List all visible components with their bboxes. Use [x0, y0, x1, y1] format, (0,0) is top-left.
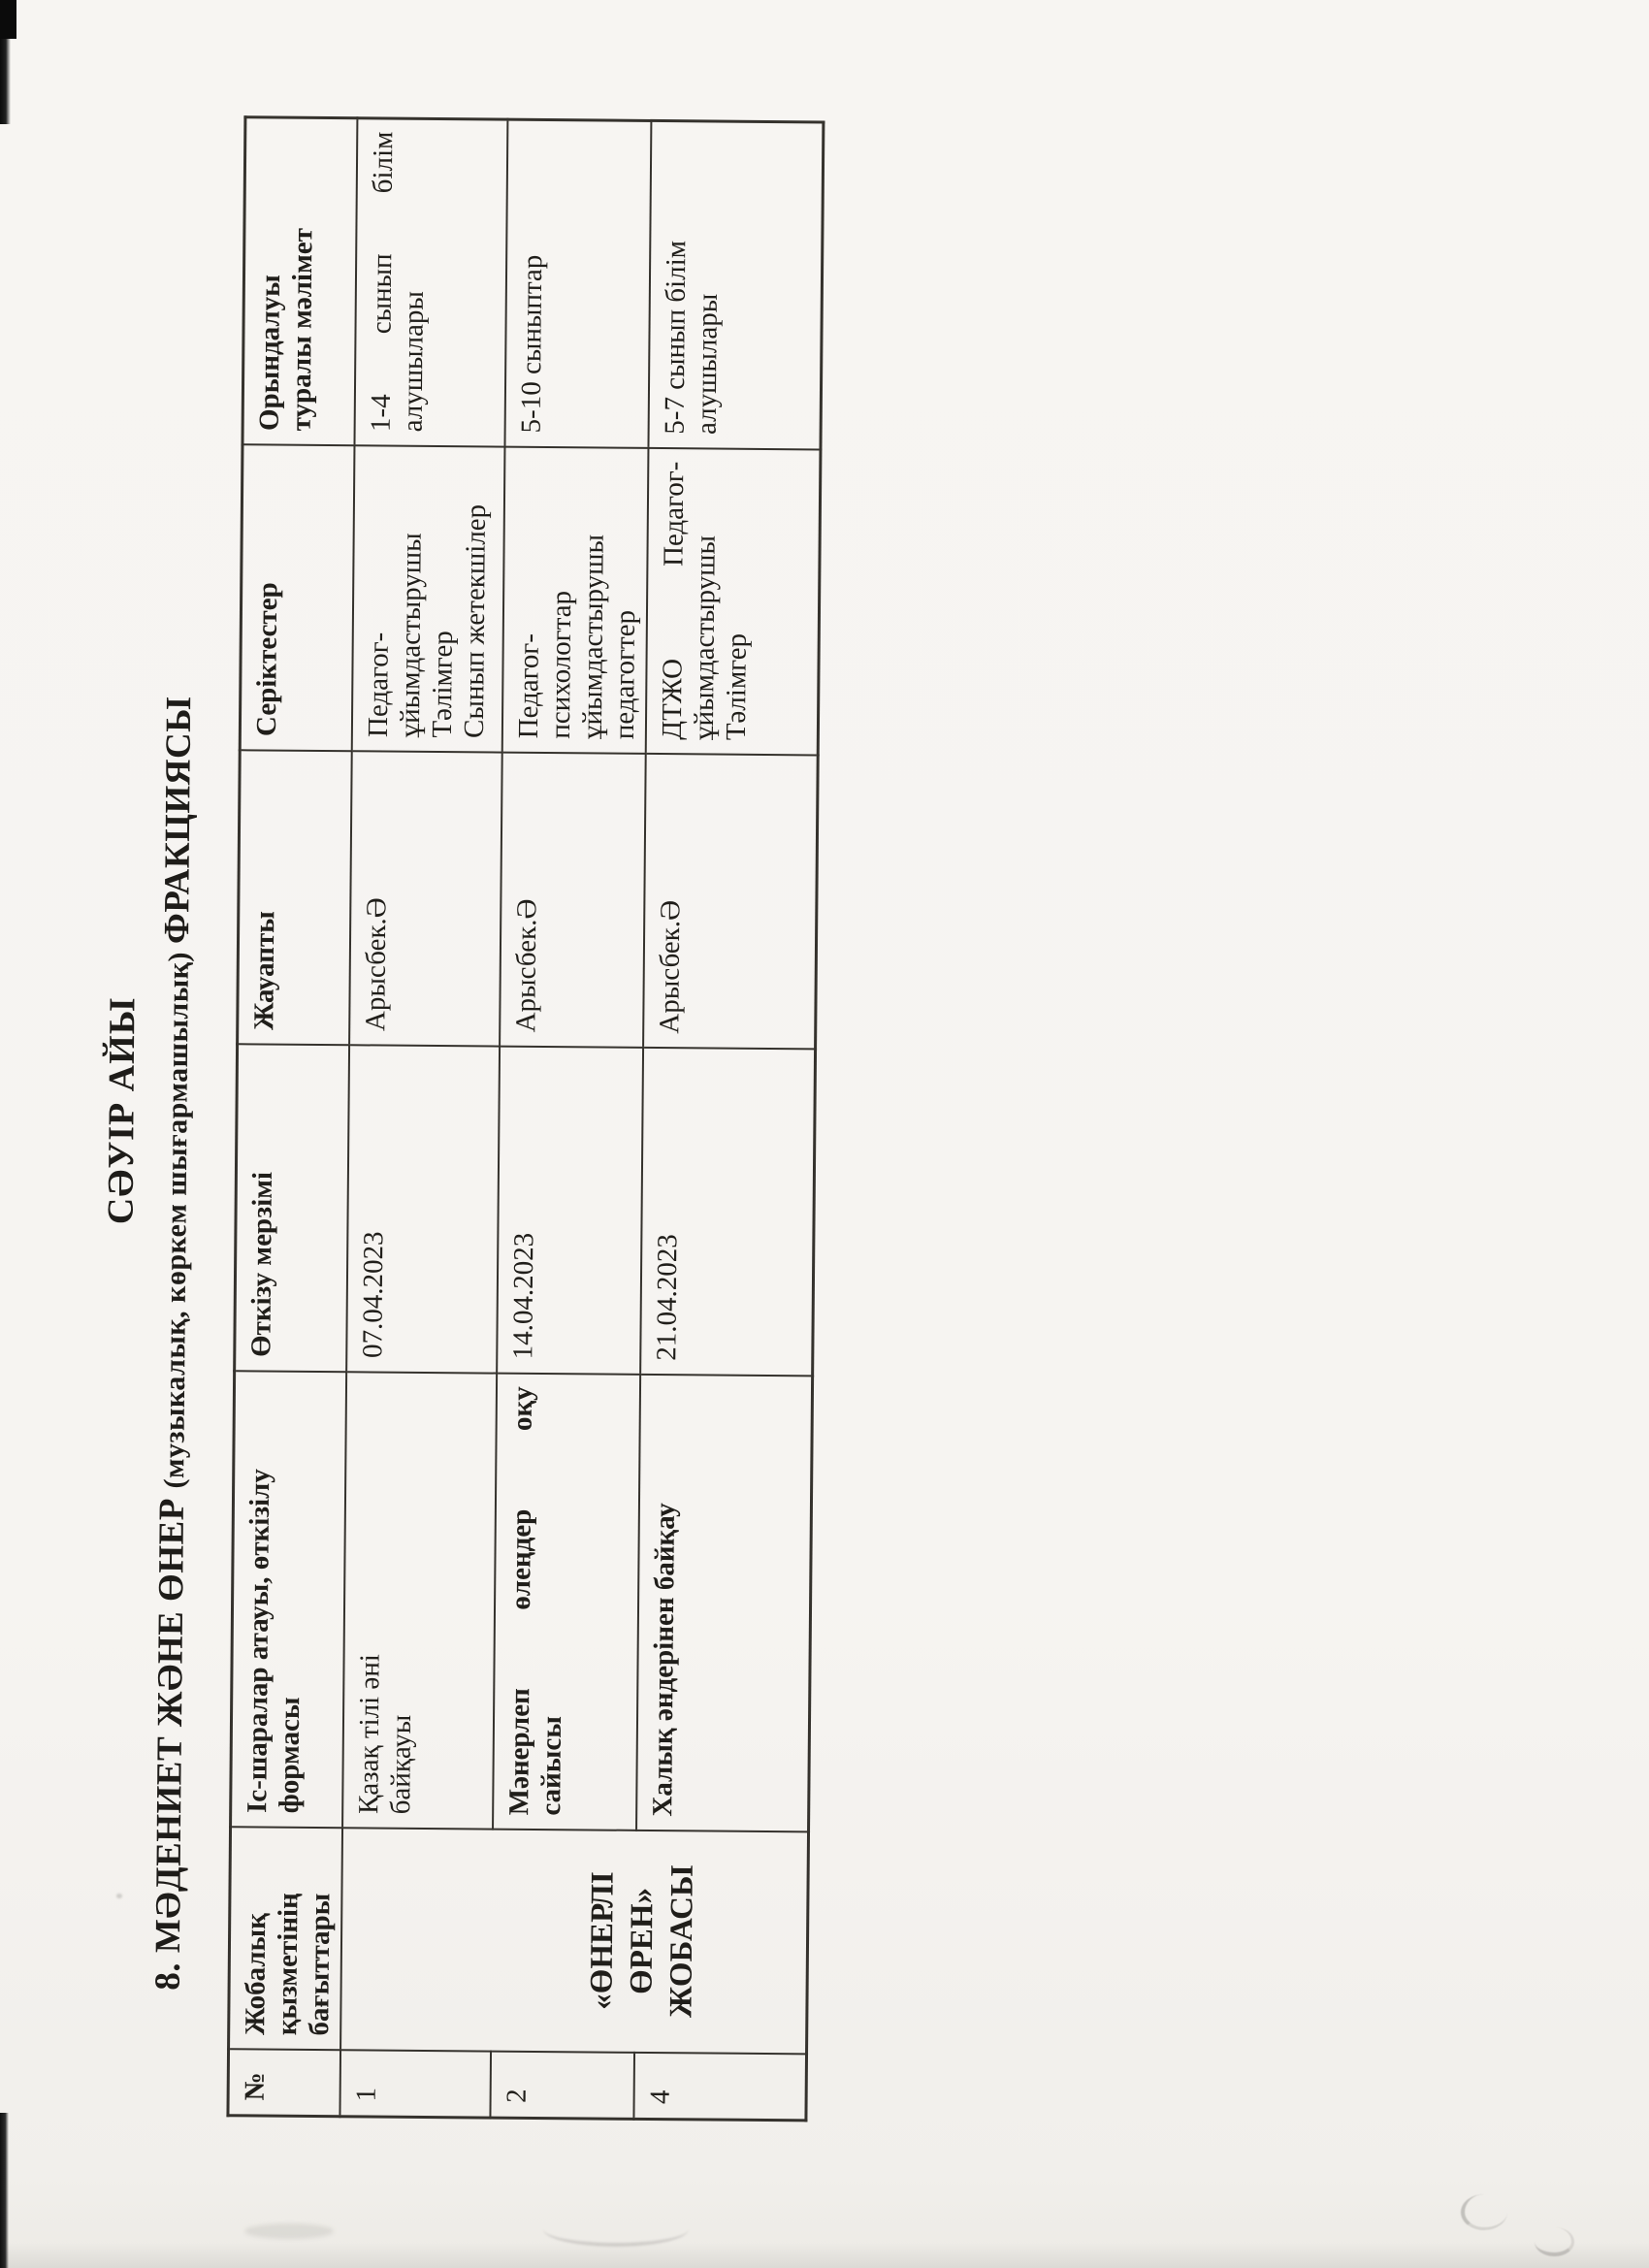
row-2-partners: Педагог- психологтар ұйымдастырушы педагогтер [502, 447, 649, 754]
row-2-num: 2 [490, 2052, 634, 2119]
table-header-row [228, 117, 357, 2117]
project-merged-cell [340, 1829, 808, 2055]
header-result: Орындалуы туралы мәлімет [242, 117, 357, 446]
scan-bottom-shadow [0, 2243, 1649, 2268]
row-1-result: 1-4 сынып білім алушылары [354, 118, 507, 447]
scan-smudge [543, 2212, 689, 2247]
project-name: «ӨНЕРЛІ ӨРЕН» ЖОБАСЫ [584, 1864, 700, 2019]
row-1-date: 07.04.2023 [346, 1046, 500, 1374]
row-2-date: 14.04.2023 [497, 1047, 643, 1375]
title-section-paren: (музыкалық, көркем шығармашылық) [158, 943, 195, 1489]
title-section-main: 8. МӘДЕНИЕТ ЖӘНЕ ӨНЕР [147, 1488, 193, 1991]
row-2-event: Мәнерлеп өлеңдер оқу сайысы [493, 1374, 640, 1831]
row-4-partners: ДТЖО Педагог- ұйымдастырушы Тәлімгер [646, 448, 821, 756]
row-2-responsible: Арысбек.Ә [500, 753, 646, 1048]
row-2-result: 5-10 сыныптар [504, 119, 651, 448]
table-row-2 [490, 119, 651, 2119]
row-4-result: 5-7 сынып білім алушылары [648, 120, 823, 450]
header-responsible: Жауапты [238, 751, 352, 1046]
header-event: Іс-шаралар атауы, өткізілу формасы [231, 1372, 347, 1829]
row-4-date: 21.04.2023 [640, 1048, 815, 1377]
title-section [148, 697, 203, 1991]
row-4-event: Халық әндерінен байқау [636, 1375, 812, 1832]
rotated-document-canvas [0, 8, 1649, 2268]
title-month: СӘУІР АЙЫ [100, 996, 144, 1225]
header-date: Өткізу мерзімі [235, 1045, 349, 1373]
title-section-tail: ФРАКЦИЯСЫ [156, 696, 200, 945]
table-row-1 [340, 118, 507, 2118]
header-partners: Серіктестер [240, 445, 354, 752]
activity-plan-table [226, 115, 824, 2122]
row-1-event: Қазақ тілі әні байқауы [342, 1373, 497, 1830]
row-4-num: 4 [633, 2053, 806, 2121]
row-1-num: 1 [340, 2051, 491, 2118]
header-project: Жобалық қызметінің бағыттары [229, 1828, 342, 2051]
header-num: № [228, 2050, 340, 2117]
scan-speck [116, 1894, 122, 1898]
table-row-4 [633, 120, 823, 2120]
scan-smudge [1461, 2194, 1507, 2230]
scan-edge-top-left-2 [0, 0, 16, 39]
row-4-responsible: Арысбек.Ә [643, 754, 818, 1050]
scan-smudge [244, 2223, 334, 2239]
scan-smudge [1535, 2227, 1574, 2256]
row-1-partners: Педагог- ұйымдастырушы Тәлімгер Сынып жетекшілер [352, 446, 505, 753]
row-1-responsible: Арысбек.Ә [349, 752, 502, 1047]
